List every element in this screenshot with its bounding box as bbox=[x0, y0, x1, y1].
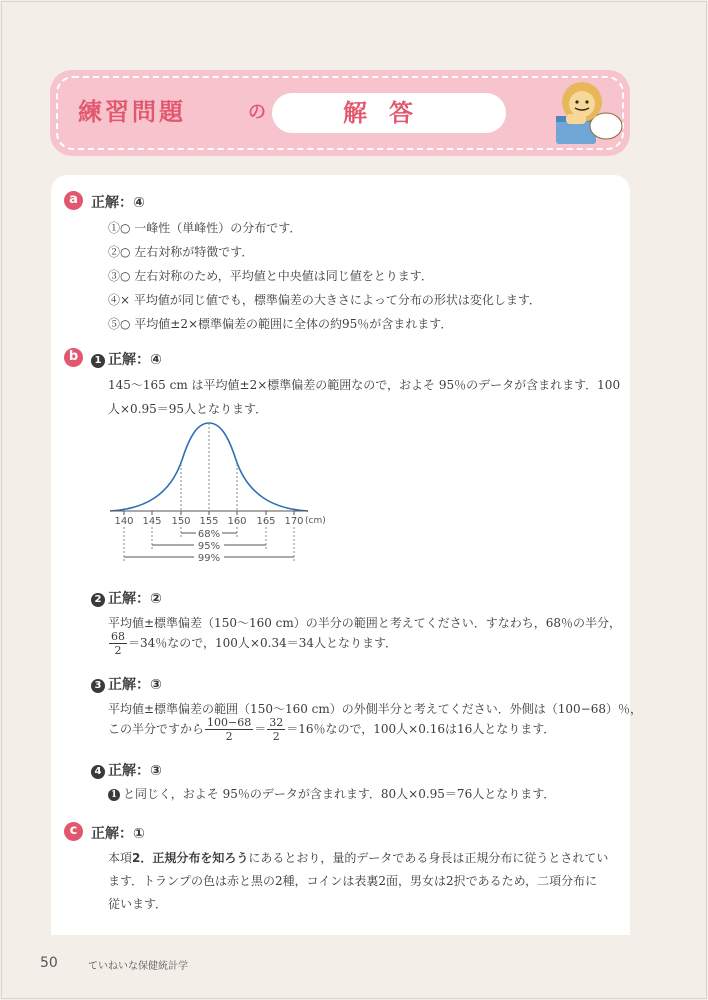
q3-frac1-num: 100−68 bbox=[207, 716, 252, 729]
q1-line-1: 145〜165 cm は平均値±2×標準偏差の範囲なので，およそ 95％のデータが含まれます．100 bbox=[108, 378, 621, 392]
tick-160: 160 bbox=[227, 516, 247, 527]
q4-number-badge: 4 bbox=[91, 765, 105, 779]
q2-line-2 bbox=[108, 630, 397, 657]
title-banner bbox=[50, 70, 630, 156]
section-a-item-5: ⑤○ 平均値±2×標準偏差の範囲に全体の約95％が含まれます． bbox=[108, 317, 453, 331]
q3-answer-text: 正解：③ bbox=[108, 677, 162, 693]
section-b-q3-answer bbox=[91, 674, 162, 694]
normal-distribution-figure bbox=[100, 415, 340, 565]
q3-fraction-1 bbox=[205, 716, 253, 743]
banner-subtitle: 解答 bbox=[272, 93, 506, 133]
q4-ref-badge: 1 bbox=[108, 789, 120, 801]
q3-number-badge: 3 bbox=[91, 679, 105, 693]
tick-165: 165 bbox=[256, 516, 276, 527]
q2-number-badge: 2 bbox=[91, 593, 105, 607]
section-a-badge: a bbox=[64, 191, 83, 210]
q2-frac-den: 2 bbox=[114, 644, 122, 657]
q2-frac-num: 68 bbox=[111, 630, 125, 643]
q3-line-2-text: ＝16％なので，100人×0.16は16人となります． bbox=[286, 722, 556, 736]
section-a-item-3: ③○ 左右対称のため，平均値と中央値は同じ値をとります． bbox=[108, 269, 433, 283]
band-68: 68% bbox=[197, 529, 221, 540]
q3-frac1-den: 2 bbox=[225, 730, 233, 743]
q3-line-1: 平均値±標準偏差の範囲（150〜160 cm）の外側半分と考えてください．外側は（100−68）％， bbox=[108, 702, 643, 716]
section-b-q4-answer bbox=[91, 760, 162, 780]
section-c-answer: 正解：① bbox=[91, 826, 145, 842]
section-a-item-1: ①○ 一峰性（単峰性）の分布です． bbox=[108, 221, 302, 235]
q3-fraction-2 bbox=[267, 716, 285, 743]
section-a-answer: 正解：④ bbox=[91, 195, 145, 211]
q4-answer-text: 正解：③ bbox=[108, 763, 162, 779]
section-c-badge: c bbox=[64, 822, 83, 841]
q3-line-2-prefix: この半分ですから bbox=[108, 722, 205, 736]
q2-fraction bbox=[109, 630, 127, 657]
q4-line bbox=[108, 785, 555, 802]
section-c-line-2: ます．トランプの色は赤と黒の2種，コインは表裏2面，男女は2択であるため，二項分布に bbox=[108, 874, 598, 888]
page-number: 50 bbox=[40, 955, 58, 971]
section-a-item-2: ②○ 左右対称が特徴です． bbox=[108, 245, 254, 259]
c-line-1-bold: 2．正規分布を知ろう bbox=[132, 851, 249, 865]
q1-number-badge: 1 bbox=[91, 354, 105, 368]
tick-170: 170 bbox=[284, 516, 304, 527]
band-99: 99% bbox=[197, 553, 221, 564]
section-b-badge: b bbox=[64, 348, 83, 367]
lion-mascot-icon bbox=[548, 78, 624, 148]
q2-line-2-text: ＝34％なので，100人×0.34＝34人となります． bbox=[128, 636, 398, 650]
banner-particle: の bbox=[248, 102, 266, 123]
section-c-line-1 bbox=[108, 849, 608, 866]
section-b-q1-answer bbox=[91, 349, 162, 369]
c-line-1-text: にあるとおり，量的データである身長は正規分布に従うとされてい bbox=[248, 851, 609, 865]
tick-140: 140 bbox=[114, 516, 134, 527]
q2-answer-text: 正解：② bbox=[108, 591, 162, 607]
section-b-q2-answer bbox=[91, 588, 162, 608]
banner-title: 練習問題 bbox=[78, 97, 186, 126]
tick-150: 150 bbox=[171, 516, 191, 527]
q3-equals: ＝ bbox=[254, 722, 267, 736]
book-title: ていねいな保健統計学 bbox=[88, 961, 188, 972]
q3-frac2-num: 32 bbox=[269, 716, 284, 729]
q1-line-2: 人×0.95＝95人となります． bbox=[108, 402, 268, 416]
band-95: 95% bbox=[197, 541, 221, 552]
q1-answer-text: 正解：④ bbox=[108, 352, 162, 368]
q3-line-2 bbox=[108, 716, 555, 743]
section-a-item-4: ④× 平均値が同じ値でも，標準偏差の大きさによって分布の形状は変化します． bbox=[108, 293, 541, 307]
q2-line-1: 平均値±標準偏差（150〜160 cm）の半分の範囲と考えてください．すなわち，68％の半分， bbox=[108, 616, 622, 630]
axis-unit: (cm) bbox=[305, 516, 326, 526]
tick-145: 145 bbox=[142, 516, 162, 527]
c-line-1-prefix: 本項 bbox=[108, 851, 133, 865]
section-c-line-3: 従います． bbox=[108, 897, 168, 911]
tick-155: 155 bbox=[199, 516, 219, 527]
q3-frac2-den: 2 bbox=[272, 730, 280, 743]
q4-line-text: と同じく，およそ 95％のデータが含まれます．80人×0.95＝76人となります． bbox=[123, 787, 556, 801]
